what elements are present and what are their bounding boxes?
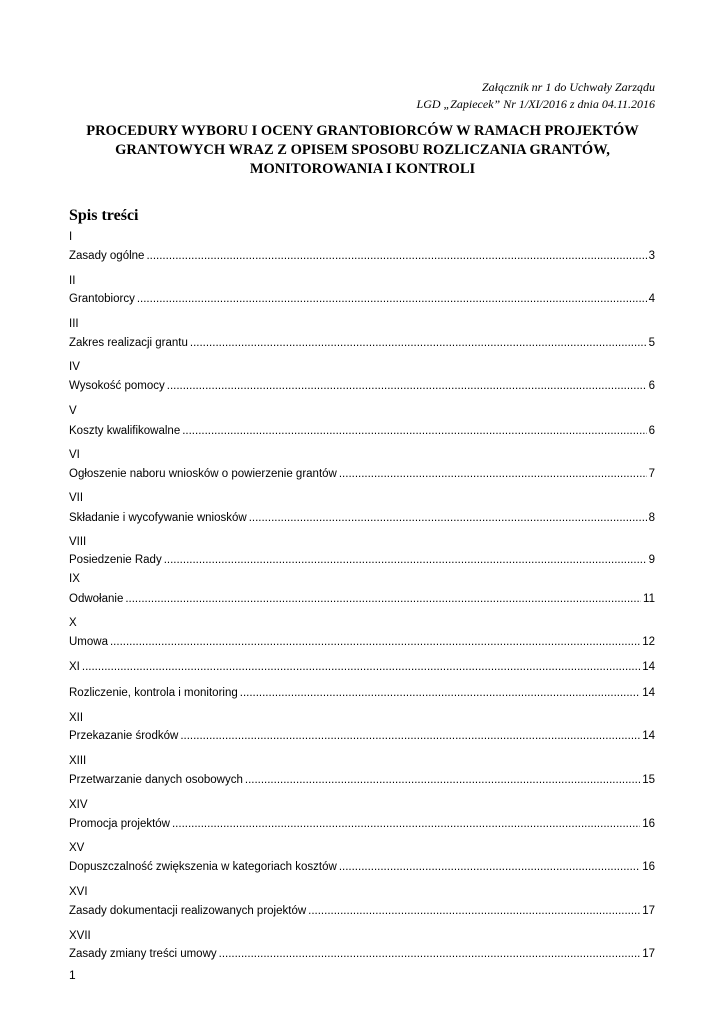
toc-entry[interactable]	[69, 729, 655, 744]
toc-entry-title: XI	[69, 661, 80, 673]
toc-entry-page: 14	[642, 730, 655, 742]
toc-entry-page: 12	[642, 636, 655, 648]
toc-entry-title: Ogłoszenie naboru wniosków o powierzenie grantów	[69, 468, 337, 480]
toc-section-number: XIII	[69, 755, 87, 767]
toc-entry[interactable]	[69, 904, 655, 919]
toc-leader-dots	[339, 860, 640, 875]
toc-section-number: II	[69, 275, 76, 287]
toc-section-number: XV	[69, 842, 85, 854]
toc-entry-title: Posiedzenie Rady	[69, 554, 162, 566]
toc-entry-page: 11	[643, 593, 655, 605]
toc-entry[interactable]	[69, 467, 655, 482]
document-title-line-3: MONITOROWANIA I KONTROLI	[249, 161, 476, 177]
toc-leader-dots	[180, 729, 640, 744]
toc-leader-dots	[137, 292, 647, 307]
document-title-line-1: PROCEDURY WYBORU I OCENY GRANTOBIORCÓW W RAMACH PROJEKTÓW	[86, 123, 639, 139]
toc-entry-title: Umowa	[69, 636, 108, 648]
toc-entry[interactable]	[69, 292, 655, 307]
toc-entry[interactable]	[69, 249, 655, 264]
toc-entry-title: Odwołanie	[69, 593, 124, 605]
toc-leader-dots	[240, 686, 640, 701]
toc-entry-title: Koszty kwalifikowalne	[69, 425, 181, 437]
toc-section-number: IX	[69, 573, 80, 585]
toc-section-number: V	[69, 405, 77, 417]
toc-entry-title: Dopuszczalność zwiększenia w kategoriach kosztów	[69, 861, 337, 873]
table-of-contents	[69, 0, 655, 1024]
toc-entry-page: 14	[642, 687, 655, 699]
toc-section-number: VIII	[69, 536, 87, 548]
toc-entry[interactable]	[69, 592, 655, 607]
toc-leader-dots	[308, 904, 640, 919]
toc-section-number: I	[69, 231, 73, 243]
toc-entry-page: 17	[642, 905, 655, 917]
toc-section-number: XIV	[69, 799, 88, 811]
toc-entry[interactable]	[69, 553, 655, 568]
toc-entry[interactable]	[69, 336, 655, 351]
toc-entry-page: 6	[648, 380, 655, 392]
toc-section-number: VII	[69, 492, 84, 504]
toc-entry[interactable]	[69, 860, 655, 875]
toc-section-number: VI	[69, 449, 80, 461]
toc-entry-page: 8	[648, 512, 655, 524]
toc-entry[interactable]	[69, 686, 655, 701]
toc-entry-title: Zasady zmiany treści umowy	[69, 948, 217, 960]
document-title-line-2: GRANTOWYCH WRAZ Z OPISEM SPOSOBU ROZLICZANIA GRANTÓW,	[115, 142, 610, 158]
toc-entry-title: Przekazanie środków	[69, 730, 179, 742]
toc-leader-dots	[249, 511, 647, 526]
toc-entry[interactable]	[69, 773, 655, 788]
toc-leader-dots	[164, 553, 647, 568]
toc-entry-page: 6	[648, 425, 655, 437]
toc-leader-dots	[167, 379, 647, 394]
toc-entry-page: 14	[642, 661, 655, 673]
toc-entry-title: Wysokość pomocy	[69, 380, 165, 392]
toc-leader-dots	[245, 773, 640, 788]
toc-entry[interactable]	[69, 511, 655, 526]
toc-leader-dots	[219, 947, 641, 962]
toc-entry-title: Zakres realizacji grantu	[69, 337, 188, 349]
annex-line-2: LGD „Zapiecek” Nr 1/XI/2016 z dnia 04.11.2016	[416, 97, 655, 111]
toc-leader-dots	[146, 249, 646, 264]
toc-entry-title: Zasady ogólne	[69, 250, 145, 262]
toc-leader-dots	[125, 592, 641, 607]
annex-line-1: Załącznik nr 1 do Uchwały Zarządu	[481, 80, 655, 94]
toc-entry-title: Przetwarzanie danych osobowych	[69, 774, 243, 786]
page-number: 1	[69, 968, 76, 982]
toc-section-number: X	[69, 617, 77, 629]
toc-entry-page: 9	[648, 554, 655, 566]
toc-heading: Spis treści	[69, 207, 139, 224]
toc-entry-page: 16	[642, 818, 655, 830]
toc-entry-title: Zasady dokumentacji realizowanych projektów	[69, 905, 307, 917]
toc-entry-title: Składanie i wycofywanie wniosków	[69, 512, 247, 524]
toc-entry-title: Grantobiorcy	[69, 293, 135, 305]
toc-leader-dots	[190, 336, 647, 351]
toc-entry[interactable]	[69, 424, 655, 439]
toc-leader-dots	[172, 817, 640, 832]
toc-entry-page: 3	[648, 250, 655, 262]
toc-leader-dots	[339, 467, 647, 482]
toc-entry-page: 16	[642, 861, 655, 873]
toc-entry[interactable]	[69, 660, 655, 675]
toc-entry-page: 7	[648, 468, 655, 480]
toc-entry[interactable]	[69, 379, 655, 394]
toc-entry-page: 17	[642, 948, 655, 960]
toc-entry-page: 5	[648, 337, 655, 349]
toc-entry-page: 4	[648, 293, 655, 305]
toc-entry-page: 15	[642, 774, 655, 786]
toc-entry-title: Rozliczenie, kontrola i monitoring	[69, 687, 238, 699]
toc-leader-dots	[182, 424, 646, 439]
toc-entry[interactable]	[69, 947, 655, 962]
toc-leader-dots	[82, 660, 640, 675]
toc-entry-title: Promocja projektów	[69, 818, 170, 830]
toc-section-number: IV	[69, 361, 80, 373]
toc-entry[interactable]	[69, 817, 655, 832]
toc-section-number: XVI	[69, 886, 88, 898]
toc-section-number: XII	[69, 712, 84, 724]
toc-section-number: XVII	[69, 930, 91, 942]
toc-section-number: III	[69, 318, 79, 330]
toc-entry[interactable]	[69, 635, 655, 650]
toc-leader-dots	[110, 635, 640, 650]
